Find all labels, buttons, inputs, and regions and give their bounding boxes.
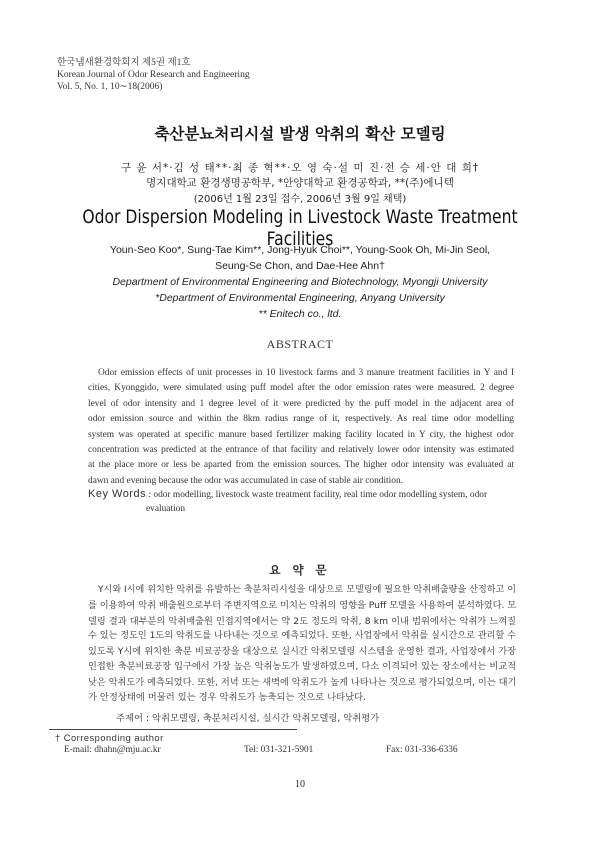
korean-abstract-line: 있도록 Y시에 위치한 축분 비료공장을 대상으로 실시간 악취모델링 시스템을 운영한 결과, 사업장에서 가장 <box>88 646 516 658</box>
english-affiliation-2: *Department of Environmental Engineering, Anyang University <box>155 292 445 304</box>
english-title: Odor Dispersion Modeling in Livestock Waste Treatment Facilities <box>82 206 518 250</box>
fax: Fax: 031-336-6336 <box>386 745 458 755</box>
footnote-divider <box>49 729 297 730</box>
korean-abstract-line: 델링 결과 대부분의 악취배출원 인접지역에서는 약 2도 정도의 악취, 8 km 이내 범위에서는 악취가 느껴질 <box>88 615 516 627</box>
korean-abstract-body <box>88 583 516 705</box>
journal-header <box>57 57 250 93</box>
corresponding-author-note: † Corresponding author <box>55 733 164 743</box>
received-date: (2006년 1월 23일 접수, 2006년 3월 9일 채택) <box>193 194 407 205</box>
abstract-line: level of odor intensity and 1 degree level of it were predicted by the puff model in the adjacent area of <box>88 398 514 409</box>
journal-volume: Vol. 5, No. 1, 10∼18(2006) <box>57 82 163 92</box>
korean-title: 축산분뇨처리시설 발생 악취의 확산 모델링 <box>154 125 446 143</box>
keywords-line1: : odor modelling, livestock waste treatment facility, real time odor modelling system, odor <box>148 490 488 500</box>
telephone: Tel: 031-321-5901 <box>244 745 314 755</box>
korean-abstract-line: 수 있는 정도인 1도의 악취도를 나타내는 것으로 예측되었다. 또한, 사업장에서 악취를 실시간으로 관리할 수 <box>88 630 516 641</box>
abstract-line: dawn and evening because the odor was accumulated in case of stable air condition. <box>88 475 403 486</box>
korean-abstract-heading: 요 약 문 <box>269 563 331 577</box>
email: E-mail: dhahn@mju.ac.kr <box>64 745 161 755</box>
korean-keywords: 주제어 : 악취모델링, 축분처리시설, 실시간 악취모델링, 악취평가 <box>116 713 380 724</box>
english-authors <box>0 242 600 322</box>
korean-abstract-line: 가 안정상태에 머물러 있는 경우 악취도가 농축되는 것으로 나타났다. <box>88 692 367 704</box>
english-affiliation-1: Department of Environmental Engineering and Biotechnology, Myongji University <box>112 276 488 288</box>
keywords-label: Key Words <box>88 488 147 500</box>
korean-affiliation: 명지대학교 환경생명공학부, *안양대학교 환경공학과, **(주)에니텍 <box>146 177 454 189</box>
abstract-line: Odor emission effects of unit processes in 10 livestock farms and 3 manure treatment facilities in Y and I <box>98 368 514 378</box>
abstract-heading: ABSTRACT <box>266 337 334 351</box>
korean-abstract-line: 를 이용하여 악취 배출원으로부터 주변지역으로 미치는 악취의 영향을 Puff 모델을 사용하여 분석하였다. 모 <box>88 600 516 612</box>
abstract-body <box>88 366 514 489</box>
korean-abstract-line: 인접한 축분비료공장 입구에서 가장 높은 악취농도가 발생하였으며, 다소 이격되어 있는 장소에서는 비교적 <box>88 661 516 673</box>
korean-authors: 구 윤 서*·김 성 태**·최 종 혁**·오 영 숙·설 미 진·전 승 세·안 대 희† <box>120 162 480 174</box>
korean-abstract-line: 낮은 악취도가 예측되었다. 또한, 저녁 또는 새벽에 악취도가 높게 나타나는 것으로 평가되었으며, 이는 대기 <box>88 676 516 688</box>
abstract-line: at the place more or less be aparted from the emission sources. The higher odor intensity was evaluated at <box>88 460 514 471</box>
keywords-line2: evaluation <box>146 504 186 514</box>
korean-abstract-line: Y시와 I시에 위치한 악취를 유발하는 축분처리시설을 대상으로 모델링에 필요한 악취배출량을 산정하고 이 <box>98 585 516 595</box>
keywords-block <box>88 487 518 516</box>
english-authors-line1: Youn-Seo Koo*, Sung-Tae Kim**, Jong-Hyuk Choi**, Young-Sook Oh, Mi-Jin Seol, <box>109 244 491 256</box>
abstract-line: concentration was predicted at the entrance of that facility and relatively lower odor intensity was estimated <box>88 445 514 456</box>
journal-english-name: Korean Journal of Odor Research and Engineering <box>57 70 250 80</box>
english-authors-line2: Seung-Se Chon, and Dae-Hee Ahn† <box>215 260 385 272</box>
abstract-line: system was operated at specific manure based fertilizer making facility located in Y city, the highest odor <box>88 429 514 440</box>
journal-korean-name: 한국냄새환경학회지 제5권 제1호 <box>57 58 191 68</box>
page-number: 10 <box>295 779 305 790</box>
abstract-line: odor emission source and within the 8km radius range of it, respectively. As real time odor modelling <box>88 414 514 425</box>
english-affiliation-3: ** Enitech co., ltd. <box>258 308 342 320</box>
abstract-line: cities, Kyonggido, were simulated using puff model after the odor emission rates were measured. 2 degree <box>88 383 514 394</box>
